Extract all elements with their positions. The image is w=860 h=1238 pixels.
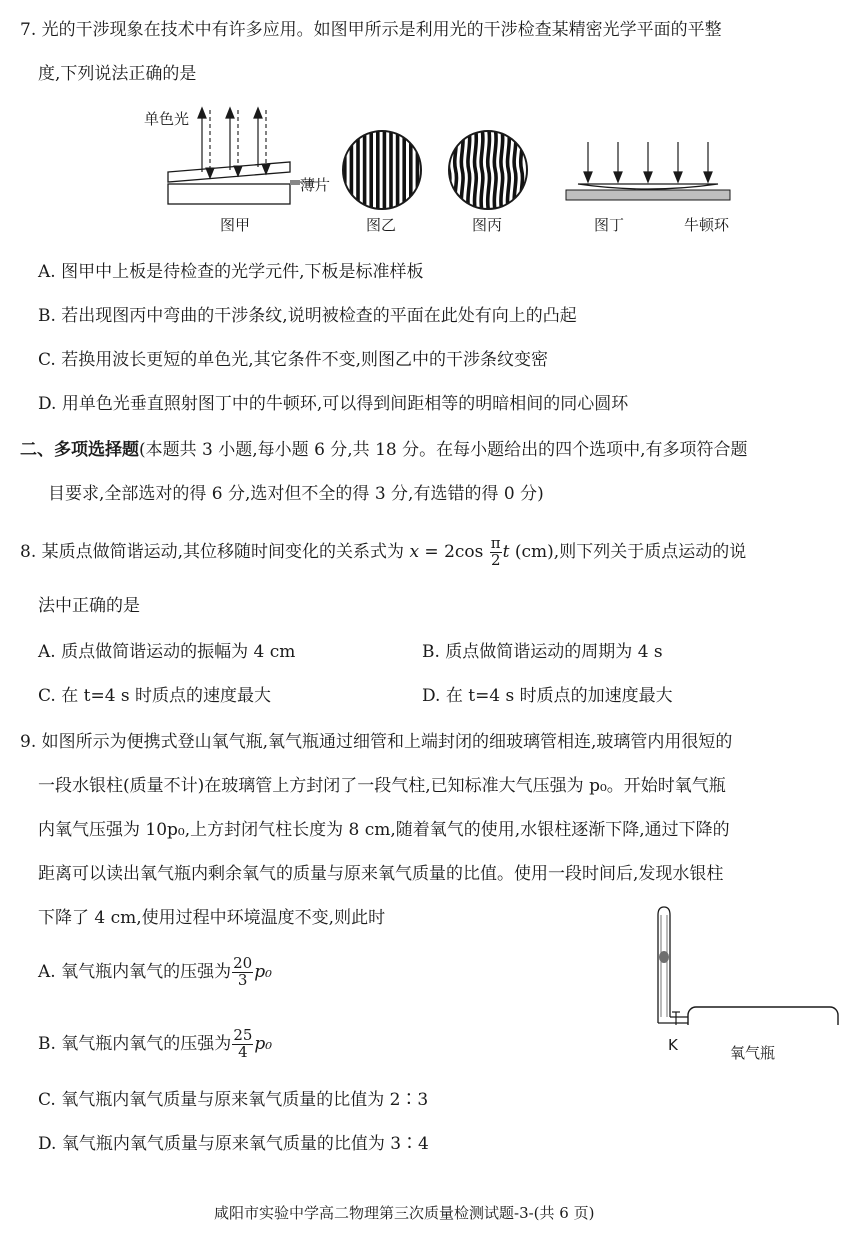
q9-option-a: [38, 956, 272, 989]
curved-fringe: [501, 128, 503, 212]
label-fig-ding: 图丁: [594, 216, 625, 234]
figure-ding-newton-ring: [560, 140, 740, 205]
q7-option-d: D. 用单色光垂直照射图丁中的牛顿环,可以得到间距相等的明暗相间的同心圆环: [38, 394, 629, 414]
q9-option-d: D. 氧气瓶内氧气质量与原来氧气质量的比值为 3∶4: [38, 1134, 429, 1154]
label-oxygen-bottle: 氧气瓶: [730, 1044, 776, 1062]
q9-a-pre: A. 氧气瓶内氧气的压强为: [38, 961, 232, 982]
q9-b-num: 25: [233, 1026, 253, 1044]
q9-a-den: 3: [237, 970, 248, 989]
curved-fringe: [475, 128, 477, 212]
q8-eq-fraction: [490, 536, 502, 569]
q9-option-b: [38, 1028, 272, 1061]
section2-header: [20, 440, 748, 460]
label-valve-k: K: [668, 1036, 678, 1054]
q8-option-d: D. 在 t=4 s 时质点的加速度最大: [422, 686, 673, 706]
curved-fringe: [468, 128, 470, 212]
curved-fringe: [494, 128, 496, 212]
curved-fringe: [481, 128, 483, 212]
straight-fringe: [416, 128, 420, 212]
page-footer: 咸阳市实验中学高二物理第三次质量检测试题-3-(共 6 页): [214, 1204, 595, 1222]
q9-stem-line5: 下降了 4 cm,使用过程中环境温度不变,则此时: [38, 908, 386, 928]
straight-fringe: [350, 128, 354, 212]
q7-option-a: A. 图甲中上板是待检查的光学元件,下板是标准样板: [38, 262, 424, 282]
q8-eq-t: t: [502, 541, 510, 562]
q8-eq-x: x: [409, 541, 420, 562]
q9-stem-line3: 内氧气压强为 10p₀,上方封闭气柱长度为 8 cm,随着氧气的使用,水银柱逐渐下降,通过下降的: [38, 820, 730, 840]
q7-option-c: C. 若换用波长更短的单色光,其它条件不变,则图乙中的干涉条纹变密: [38, 350, 549, 370]
q9-stem-line2: 一段水银柱(质量不计)在玻璃管上方封闭了一段气柱,已知标准大气压强为 p₀。开始时氧气瓶: [38, 776, 726, 796]
section2-title: 二、多项选择题: [20, 440, 139, 460]
straight-fringe: [389, 128, 393, 212]
section2-desc-line2: 目要求,全部选对的得 6 分,选对但不全的得 3 分,有选错的得 0 分): [48, 484, 544, 504]
q9-b-pre: B. 氧气瓶内氧气的压强为: [38, 1033, 232, 1054]
label-monochromatic-light: 单色光: [144, 110, 190, 128]
label-shim: 薄片: [300, 176, 331, 194]
straight-fringe: [402, 128, 406, 212]
curved-fringe: [521, 128, 523, 212]
q9-stem-line1: 9. 如图所示为便携式登山氧气瓶,氧气瓶通过细管和上端封闭的细玻璃管相连,玻璃管内用很短的: [20, 732, 733, 752]
q9-b-post: p₀: [254, 1033, 273, 1054]
q8-eq-den: 2: [490, 550, 501, 569]
label-fig-jia: 图甲: [220, 216, 251, 234]
q9-b-den: 4: [238, 1042, 248, 1061]
label-newton-ring: 牛顿环: [684, 216, 730, 234]
straight-fringe: [396, 128, 400, 212]
q8-option-b: B. 质点做简谐运动的周期为 4 s: [422, 642, 663, 662]
curved-fringe: [488, 128, 490, 212]
curved-fringe: [508, 128, 510, 212]
curved-fringe: [455, 128, 457, 212]
q8-eq-mid: = 2cos: [419, 541, 489, 562]
figure-yi-straight-fringes: [340, 128, 424, 212]
q8-stem-line2: 法中正确的是: [38, 596, 140, 616]
q8-stem-post: (cm),则下列关于质点运动的说: [509, 541, 747, 562]
label-fig-bing: 图丙: [472, 216, 503, 234]
q9-a-num: 20: [233, 954, 253, 972]
q8-option-c: C. 在 t=4 s 时质点的速度最大: [38, 686, 272, 706]
figure-bing-curved-fringes: [446, 128, 530, 212]
straight-fringe: [376, 128, 380, 212]
q7-option-b: B. 若出现图丙中弯曲的干涉条纹,说明被检查的平面在此处有向上的凸起: [38, 306, 577, 326]
q8-eq-num: π: [490, 534, 501, 552]
q9-stem-line4: 距离可以读出氧气瓶内剩余氧气的质量与原来氧气质量的比值。使用一段时间后,发现水银柱: [38, 864, 724, 884]
q8-stem-line1: [20, 536, 746, 569]
straight-fringe: [409, 128, 413, 212]
q7-stem-line2: 度,下列说法正确的是: [38, 64, 197, 84]
q9-b-fraction: [232, 1028, 253, 1061]
q9-option-c: C. 氧气瓶内氧气质量与原来氧气质量的比值为 2∶3: [38, 1090, 429, 1110]
q8-stem-pre: 8. 某质点做简谐运动,其位移随时间变化的关系式为: [20, 541, 410, 562]
q9-a-post: p₀: [254, 961, 272, 982]
q8-option-a: A. 质点做简谐运动的振幅为 4 cm: [38, 642, 296, 662]
q9-a-fraction: [232, 956, 253, 989]
q7-stem-line1: 7. 光的干涉现象在技术中有许多应用。如图甲所示是利用光的干涉检查某精密光学平面的平整: [20, 20, 722, 40]
label-fig-yi: 图乙: [366, 216, 397, 234]
figure-oxygen-bottle: [650, 905, 850, 1025]
straight-fringe: [363, 128, 367, 212]
straight-fringe: [369, 128, 373, 212]
straight-fringe: [383, 128, 387, 212]
section2-desc-line1: (本题共 3 小题,每小题 6 分,共 18 分。在每小题给出的四个选项中,有多项符合题: [139, 440, 748, 460]
